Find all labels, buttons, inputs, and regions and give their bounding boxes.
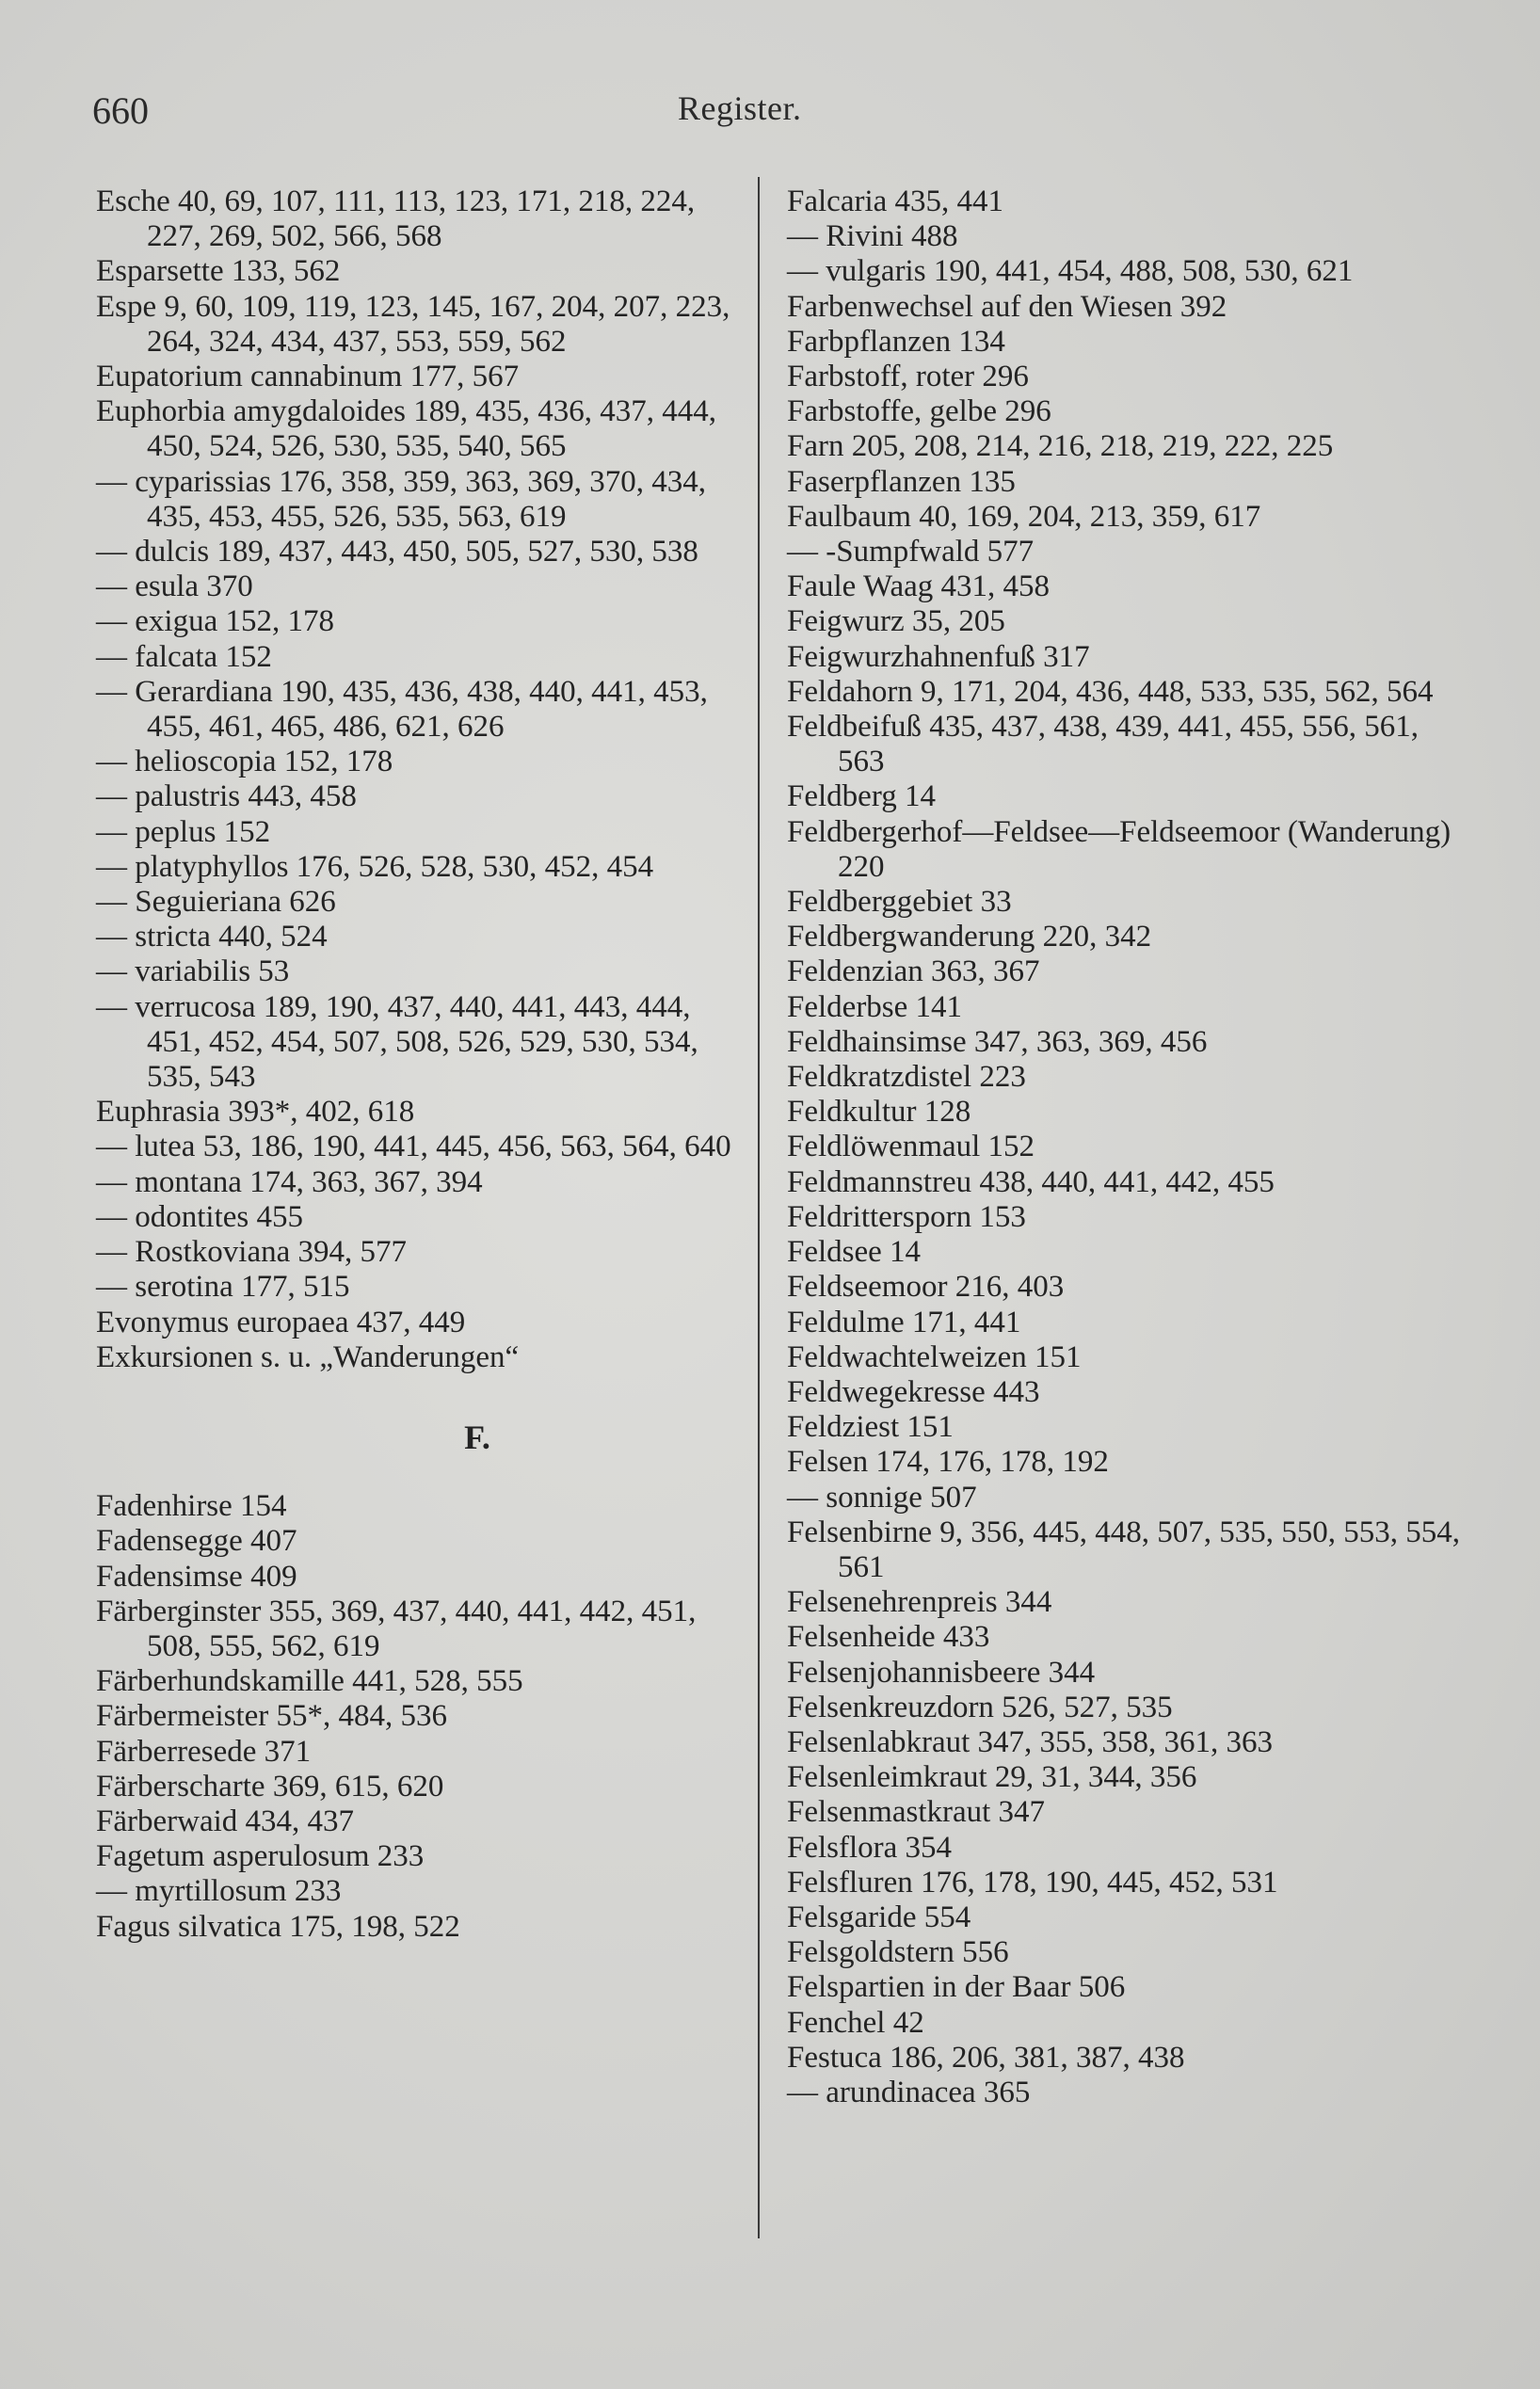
index-entry: Feldkratzdistel 223 [787,1060,1026,1095]
index-entry: Felsgoldstern 556 [787,1935,1009,1970]
left-f-entry-list [96,1489,746,1945]
index-entry: Falcaria 435, 441 [787,184,1004,218]
index-entry: Farbstoff, roter 296 [787,360,1029,394]
index-entry: Färberhundskamille 441, 528, 555 [96,1664,523,1699]
index-entry: — exigua 152, 178 [96,604,334,639]
index-entry: Fadensimse 409 [96,1559,297,1594]
index-entry: Felsenleimkraut 29, 31, 344, 356 [787,1760,1197,1795]
index-entry: Felderbse 141 [787,989,963,1024]
index-entry: Färberresede 371 [96,1734,312,1769]
index-entry: Feldmannstreu 438, 440, 441, 442, 455 [787,1164,1275,1199]
column-divider [758,177,760,2238]
index-entry: Feldbergerhof—Feldsee—Feldseemoor (Wanderung) 220 [787,814,1452,884]
index-entry: Feldbeifuß 435, 437, 438, 439, 441, 455, 556, 561, 563 [787,710,1419,779]
index-entry: Feigwurzhahnenfuß 317 [787,639,1090,674]
index-entry: Feldwegekresse 443 [787,1374,1040,1409]
index-entry: Felsflora 354 [787,1830,953,1865]
index-entry: Feldberggebiet 33 [787,885,1012,920]
index-entry: — vulgaris 190, 441, 454, 488, 508, 530, 621 [787,254,1354,289]
index-entry: — falcata 152 [96,639,272,674]
index-entry: — lutea 53, 186, 190, 441, 445, 456, 563, 564, 640 [96,1130,731,1164]
right-column [787,184,1465,2110]
index-entry: — arundinacea 365 [787,2075,1031,2109]
index-entry: — Rivini 488 [787,219,958,254]
section-letter: F. [464,1418,490,1456]
left-entry-list [96,184,746,1375]
index-entry: Esche 40, 69, 107, 111, 113, 123, 171, 218, 224, 227, 269, 502, 566, 568 [96,184,696,254]
index-entry: — variabilis 53 [96,954,290,989]
index-entry: — esula 370 [96,569,253,604]
index-entry: Felsenlabkraut 347, 355, 358, 361, 363 [787,1724,1274,1759]
index-entry: Farbpflanzen 134 [787,324,1005,359]
index-entry: Fagus silvatica 175, 198, 522 [96,1909,460,1944]
index-entry: Färberwaid 434, 437 [96,1804,355,1838]
index-entry: Felsen 174, 176, 178, 192 [787,1445,1109,1480]
index-entry: — myrtillosum 233 [96,1874,342,1909]
index-entry: Feldbergwanderung 220, 342 [787,920,1152,954]
index-entry: Felsenehrenpreis 344 [787,1585,1052,1620]
index-entry: Feldseemoor 216, 403 [787,1270,1065,1305]
index-entry: — serotina 177, 515 [96,1270,350,1305]
index-entry: Fadensegge 407 [96,1524,297,1559]
index-entry: Faserpflanzen 135 [787,464,1016,499]
index-entry: — odontites 455 [96,1199,303,1234]
index-entry: Feldwachtelweizen 151 [787,1339,1082,1374]
index-entry: — sonnige 507 [787,1480,977,1515]
index-entry: — platyphyllos 176, 526, 528, 530, 452, 454 [96,849,654,884]
index-entry: — verrucosa 189, 190, 437, 440, 441, 443, 444, 451, 452, 454, 507, 508, 526, 529, 530, 534, 535, 543 [96,989,698,1095]
index-entry: — peplus 152 [96,814,271,849]
index-entry: — dulcis 189, 437, 443, 450, 505, 527, 530, 538 [96,535,698,569]
index-entry: Feigwurz 35, 205 [787,604,1005,639]
index-entry: Fagetum asperulosum 233 [96,1839,425,1874]
index-entry: Feldziest 151 [787,1410,954,1445]
index-entry: Felsenheide 433 [787,1620,990,1655]
index-entry: Felspartien in der Baar 506 [787,1970,1126,2005]
index-entry: — Seguieriana 626 [96,885,336,920]
index-entry: — palustris 443, 458 [96,779,357,814]
page-number: 660 [92,89,149,132]
index-entry: Feldulme 171, 441 [787,1305,1021,1339]
index-entry: Faule Waag 431, 458 [787,569,1051,604]
index-entry: Festuca 186, 206, 381, 387, 438 [787,2040,1185,2075]
index-entry: Farbstoffe, gelbe 296 [787,394,1051,429]
running-head: Register. [678,89,802,127]
index-entry: Färbermeister 55*, 484, 536 [96,1699,448,1734]
index-entry: Feldhainsimse 347, 363, 369, 456 [787,1024,1208,1059]
index-entry: — Gerardiana 190, 435, 436, 438, 440, 441, 453, 455, 461, 465, 486, 621, 626 [96,674,708,745]
index-entry: Fenchel 42 [787,2005,924,2040]
index-entry: Feldenzian 363, 367 [787,954,1040,989]
index-entry: Feldahorn 9, 171, 204, 436, 448, 533, 535, 562, 564 [787,674,1434,709]
index-entry: — montana 174, 363, 367, 394 [96,1164,483,1199]
index-entry: Felsenjohannisbeere 344 [787,1655,1096,1690]
index-entry: Färberginster 355, 369, 437, 440, 441, 442, 451, 508, 555, 562, 619 [96,1594,697,1663]
index-entry: — Rostkoviana 394, 577 [96,1235,407,1270]
index-entry: Fadenhirse 154 [96,1489,287,1524]
index-entry: Eupatorium cannabinum 177, 567 [96,360,520,394]
index-entry: Farn 205, 208, 214, 216, 218, 219, 222, 225 [787,429,1334,464]
index-entry: Felsenkreuzdorn 526, 527, 535 [787,1690,1173,1724]
index-entry: Feldrittersporn 153 [787,1199,1026,1234]
index-entry: Evonymus europaea 437, 449 [96,1305,466,1339]
index-entry: — cyparissias 176, 358, 359, 363, 369, 370, 434, 435, 453, 455, 526, 535, 563, 619 [96,464,707,534]
index-entry: Färberscharte 369, 615, 620 [96,1769,444,1804]
index-entry: — stricta 440, 524 [96,920,328,954]
index-entry: Euphrasia 393*, 402, 618 [96,1095,415,1130]
index-entry: Euphorbia amygdaloides 189, 435, 436, 437, 444, 450, 524, 526, 530, 535, 540, 565 [96,394,717,464]
index-entry: Feldsee 14 [787,1235,922,1270]
index-entry: Felsenmastkraut 347 [787,1795,1046,1830]
index-entry: Felsenbirne 9, 356, 445, 448, 507, 535, 550, 553, 554, 561 [787,1515,1460,1584]
index-entry: Faulbaum 40, 169, 204, 213, 359, 617 [787,499,1261,534]
index-entry: Exkursionen s. u. „Wanderungen“ [96,1339,520,1374]
index-entry: Feldkultur 128 [787,1095,971,1130]
index-entry: Esparsette 133, 562 [96,254,341,289]
index-entry: — helioscopia 152, 178 [96,745,393,779]
right-entry-list [787,184,1465,2110]
index-entry: Farbenwechsel auf den Wiesen 392 [787,289,1227,324]
index-entry: Felsgaride 554 [787,1900,971,1934]
index-entry: Feldberg 14 [787,779,936,814]
index-entry: — -Sumpfwald 577 [787,535,1035,569]
index-entry: Espe 9, 60, 109, 119, 123, 145, 167, 204, 207, 223, 264, 324, 434, 437, 553, 559, 562 [96,289,730,359]
index-entry: Felsfluren 176, 178, 190, 445, 452, 531 [787,1865,1278,1900]
index-entry: Feldlöwenmaul 152 [787,1130,1035,1164]
left-column [96,184,746,1945]
